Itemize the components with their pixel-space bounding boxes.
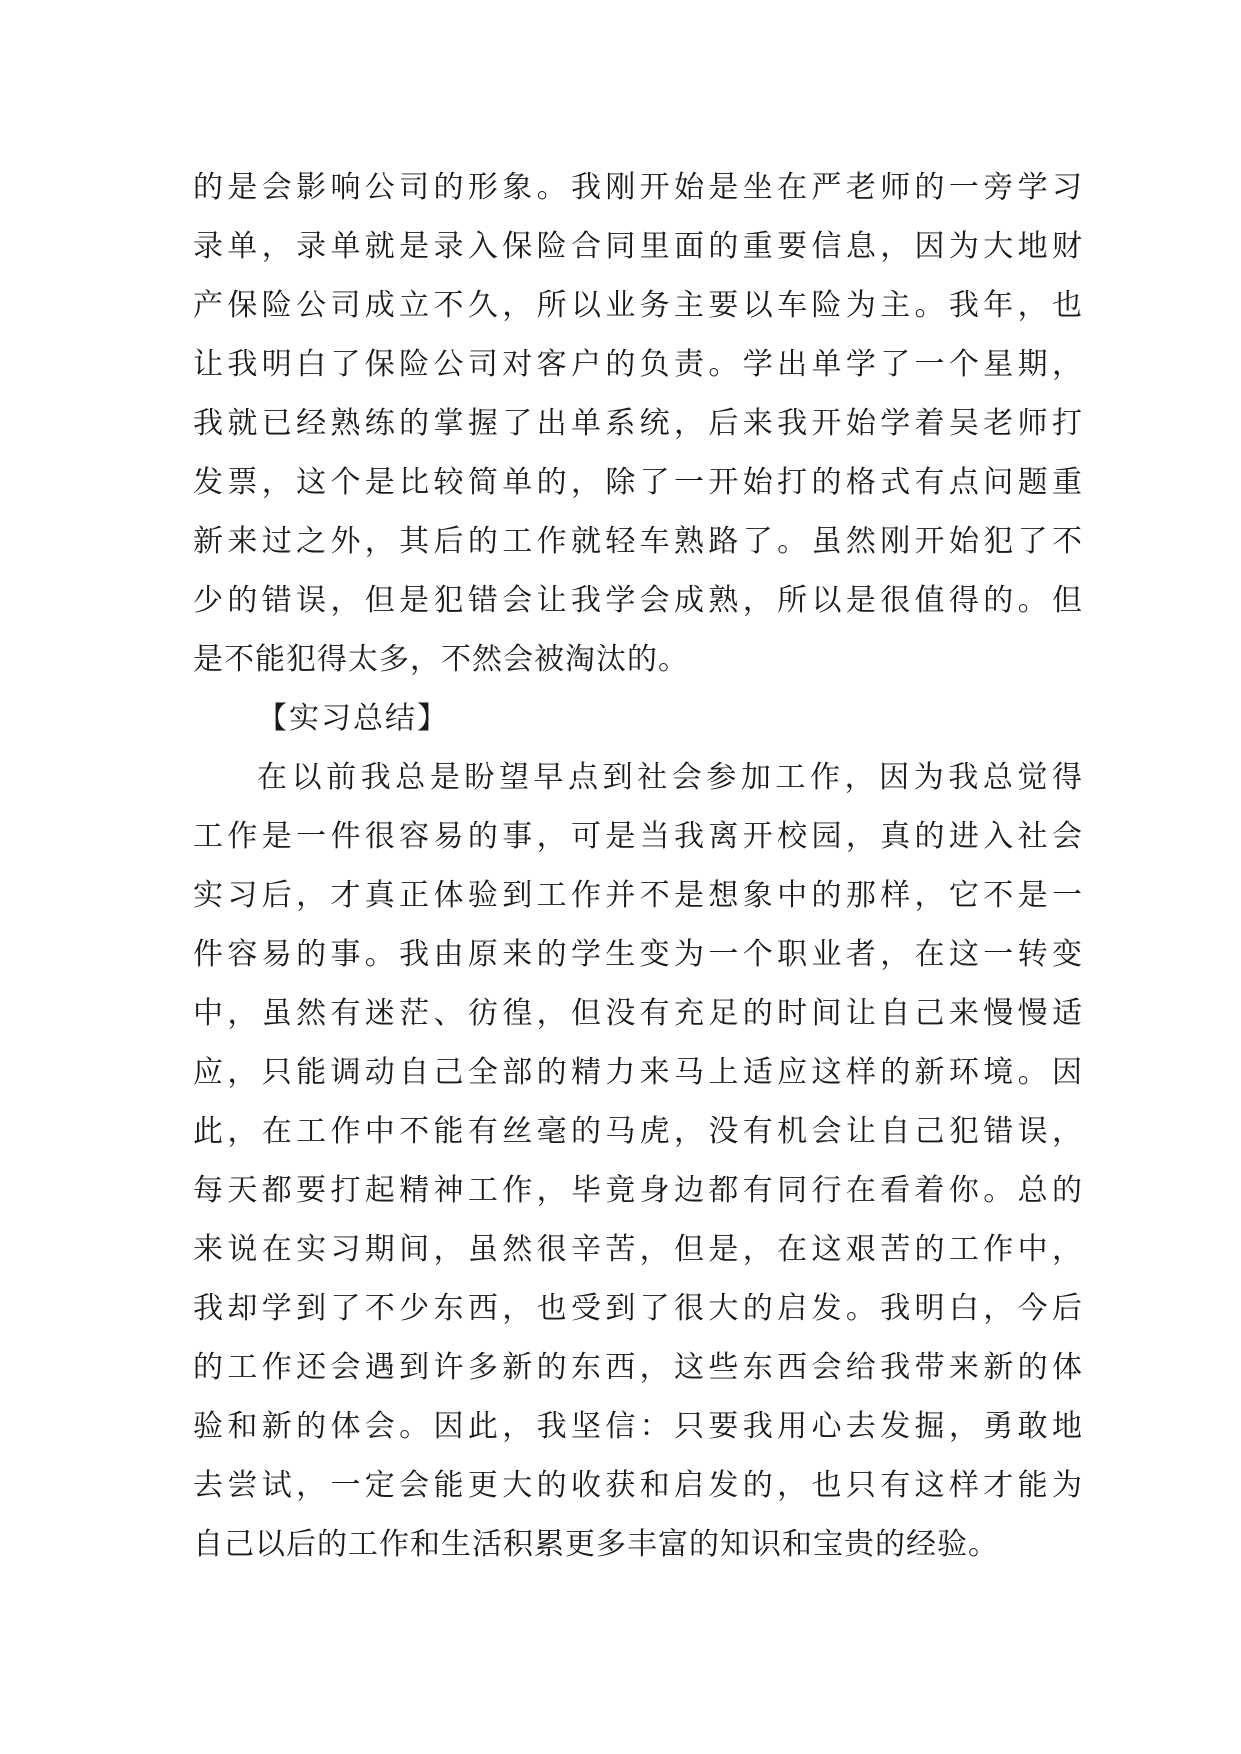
text-line: 来说在实习期间，虽然很辛苦，但是，在这艰苦的工作中， (193, 1232, 1083, 1267)
text-line: 让我明白了保险公司对客户的负责。学出单学了一个星期， (193, 347, 1083, 382)
document-body (193, 158, 1083, 1574)
text-line: 我就已经熟练的掌握了出单系统，后来我开始学着吴老师打 (193, 406, 1083, 441)
text-line: 实习后，才真正体验到工作并不是想象中的那样，它不是一 (193, 878, 1083, 913)
text-line: 产保险公司成立不久，所以业务主要以车险为主。我年，也 (193, 288, 1083, 323)
text-line: 每天都要打起精神工作，毕竟身边都有同行在看着你。总的 (193, 1173, 1083, 1208)
text-line: 发票，这个是比较简单的，除了一开始打的格式有点问题重 (193, 465, 1083, 500)
text-line: 件容易的事。我由原来的学生变为一个职业者，在这一转变 (193, 937, 1083, 972)
text-line: 去尝试，一定会能更大的收获和启发的，也只有这样才能为 (193, 1468, 1083, 1503)
text-line: 少的错误，但是犯错会让我学会成熟，所以是很值得的。但 (193, 583, 1083, 618)
paragraph-continuation (193, 158, 1083, 689)
text-line: 中，虽然有迷茫、彷徨，但没有充足的时间让自己来慢慢适 (193, 996, 1083, 1031)
text-line: 此，在工作中不能有丝毫的马虎，没有机会让自己犯错误， (193, 1114, 1083, 1149)
text-line: 是不能犯得太多，不然会被淘汰的。 (193, 642, 689, 677)
text-line: 应，只能调动自己全部的精力来马上适应这样的新环境。因 (193, 1055, 1083, 1090)
text-line: 工作是一件很容易的事，可是当我离开校园，真的进入社会 (193, 819, 1083, 854)
paragraph-summary (193, 748, 1083, 1574)
text-line: 验和新的体会。因此，我坚信：只要我用心去发掘，勇敢地 (193, 1409, 1083, 1444)
text-line: 在以前我总是盼望早点到社会参加工作，因为我总觉得 (257, 760, 1083, 795)
text-line: 自己以后的工作和生活积累更多丰富的知识和宝贵的经验。 (193, 1527, 999, 1562)
text-line: 的工作还会遇到许多新的东西，这些东西会给我带来新的体 (193, 1350, 1083, 1385)
text-line: 录单，录单就是录入保险合同里面的重要信息，因为大地财 (193, 229, 1083, 264)
text-line: 我却学到了不少东西，也受到了很大的启发。我明白，今后 (193, 1291, 1083, 1326)
text-line: 的是会影响公司的形象。我刚开始是坐在严老师的一旁学习 (193, 170, 1083, 205)
section-heading: 【实习总结】 (257, 701, 449, 736)
text-line: 新来过之外，其后的工作就轻车熟路了。虽然刚开始犯了不 (193, 524, 1083, 559)
